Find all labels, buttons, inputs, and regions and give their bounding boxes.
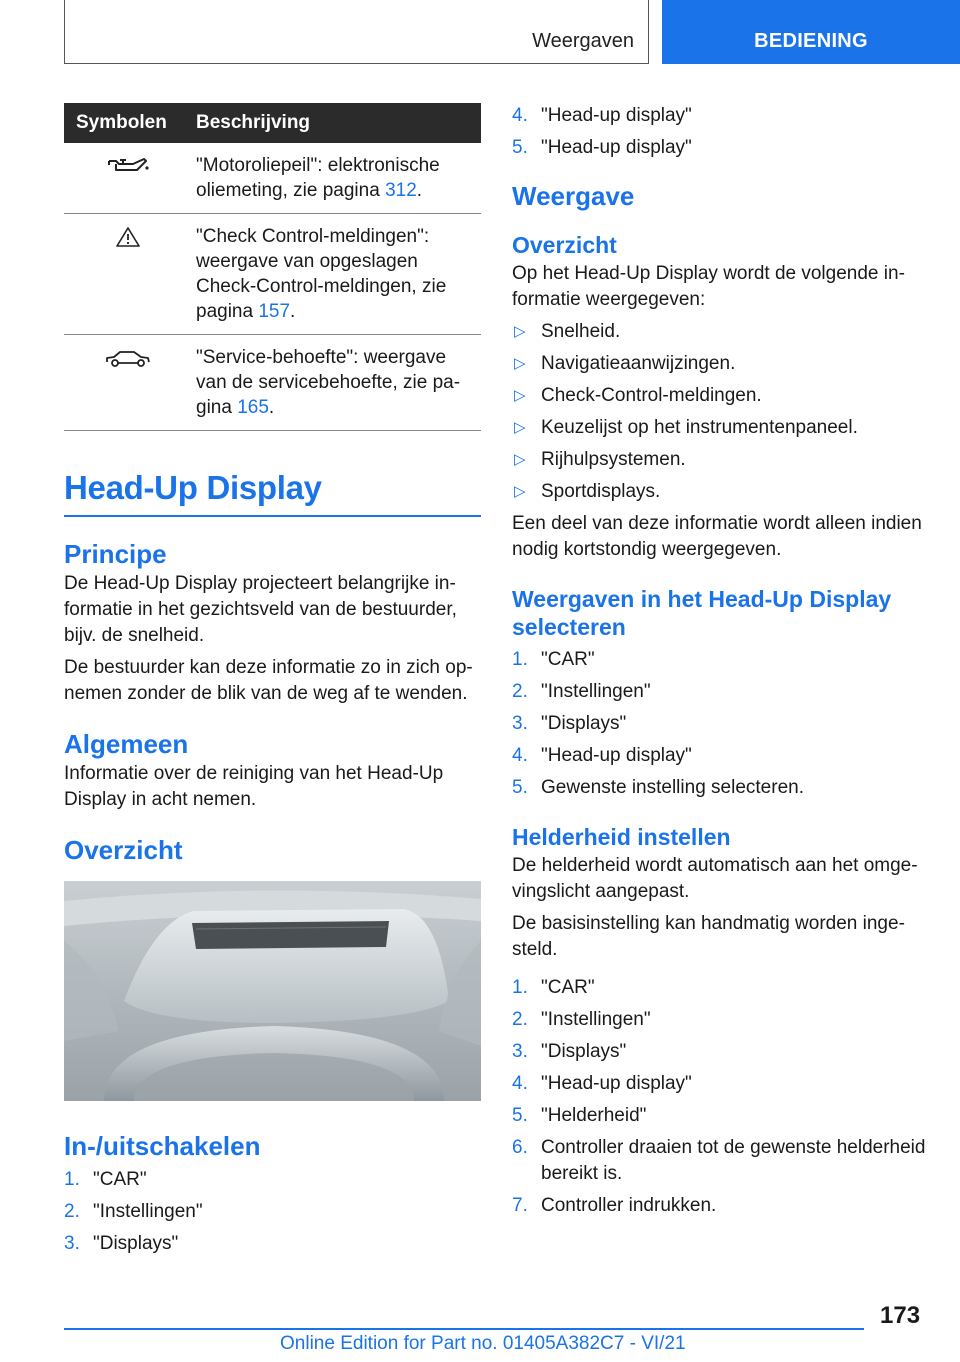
step-number: 5.	[512, 137, 528, 158]
bullet-triangle-icon: ▷	[514, 419, 526, 436]
symbol-table	[64, 103, 481, 431]
list-item	[512, 135, 928, 161]
list-item	[512, 743, 928, 769]
step-number: 2.	[512, 681, 528, 702]
step-text: "CAR"	[93, 1169, 147, 1190]
in-uitschakelen-steps-continued	[512, 103, 928, 161]
page-header	[0, 0, 960, 66]
bullet-triangle-icon: ▷	[514, 451, 526, 468]
oil-can-icon	[106, 155, 150, 177]
description-end: .	[416, 180, 423, 201]
list-item	[64, 1231, 481, 1257]
step-number: 5.	[512, 777, 528, 798]
overzicht-paragraph-2: Een deel van deze informatie wordt alleen indien nodig kortstondig weergegeven.	[512, 513, 922, 560]
dashboard-illustration	[64, 881, 481, 1101]
step-text: "Displays"	[541, 1041, 627, 1062]
step-text: "CAR"	[541, 649, 595, 670]
footer-divider	[64, 1328, 864, 1330]
list-item	[512, 1007, 928, 1033]
bullet-text: Snelheid.	[541, 321, 621, 342]
step-number: 4.	[512, 1073, 528, 1094]
helderheid-steps	[512, 975, 928, 1219]
principe-paragraph-1: De Head-Up Display projecteert belangrijke informatie in het gezichtsveld van de bestuurder, bijv. de snelheid.	[64, 573, 457, 646]
header-chapter-tab[interactable]	[662, 0, 960, 64]
step-text: Gewenste instelling selecteren.	[541, 777, 804, 798]
helderheid-paragraph-1: De helderheid wordt automatisch aan het omgevingslicht aangepast.	[512, 855, 918, 902]
header-section-box	[64, 0, 649, 64]
description-end: .	[268, 397, 275, 418]
list-item	[512, 479, 928, 505]
table-row	[64, 214, 481, 335]
step-text: "Instellingen"	[541, 1009, 651, 1030]
step-number: 4.	[512, 745, 528, 766]
list-item	[512, 975, 928, 1001]
heading-weergave: Weergave	[512, 181, 635, 211]
list-item	[512, 415, 928, 441]
page-link[interactable]: 165	[237, 397, 269, 418]
in-uitschakelen-steps	[64, 1167, 481, 1257]
step-number: 3.	[512, 713, 528, 734]
col-header-symbols: Symbolen	[64, 103, 192, 143]
overzicht-paragraph: Op het Head-Up Display wordt de volgende informatie weergegeven:	[512, 263, 905, 310]
bullet-text: Sportdisplays.	[541, 481, 661, 502]
table-row	[64, 143, 481, 214]
heading-weergaven-selecteren: Weergaven in het Head-Up Display selecteren	[512, 586, 892, 640]
description-cell	[192, 143, 481, 214]
step-text: "Displays"	[93, 1233, 179, 1254]
col-header-description: Beschrijving	[192, 103, 481, 143]
list-item	[512, 1135, 928, 1187]
heading-algemeen: Algemeen	[64, 729, 189, 759]
description-text: "Check Control-meldingen": weergave van opgeslagen Check-Control-meldingen, zie pagina	[196, 226, 447, 322]
car-service-icon	[103, 347, 153, 369]
step-text: "CAR"	[541, 977, 595, 998]
step-number: 2.	[512, 1009, 528, 1030]
step-text: "Head-up display"	[541, 105, 692, 126]
step-number: 1.	[64, 1169, 80, 1190]
bullet-text: Rijhulpsystemen.	[541, 449, 686, 470]
list-item	[64, 1167, 481, 1193]
list-item	[512, 319, 928, 345]
step-text: Controller draaien tot de gewenste helderheid bereikt is.	[541, 1137, 926, 1184]
step-number: 1.	[512, 649, 528, 670]
header-section-title: Weergaven	[532, 30, 634, 52]
display-contents-list	[512, 319, 928, 505]
list-item	[512, 1103, 928, 1129]
heading-in-uitschakelen: In-/uitschakelen	[64, 1131, 261, 1161]
list-item	[512, 1193, 928, 1219]
bullet-triangle-icon: ▷	[514, 323, 526, 340]
heading-overzicht-left: Overzicht	[64, 835, 183, 865]
list-item	[512, 775, 928, 801]
table-row	[64, 335, 481, 431]
step-number: 3.	[64, 1233, 80, 1254]
bullet-text: Check-Control-meldingen.	[541, 385, 762, 406]
description-text: "Motoroliepeil": elektronische oliemeting, zie pagina	[196, 155, 440, 201]
list-item	[512, 711, 928, 737]
step-text: "Instellingen"	[93, 1201, 203, 1222]
list-item	[512, 1071, 928, 1097]
symbol-cell	[64, 335, 192, 431]
warning-triangle-icon	[115, 226, 141, 248]
page-link[interactable]: 157	[258, 301, 291, 322]
head-up-display-photo	[64, 881, 481, 1101]
list-item	[512, 1039, 928, 1065]
step-number: 3.	[512, 1041, 528, 1062]
left-column	[64, 103, 481, 1263]
bullet-triangle-icon: ▷	[514, 483, 526, 500]
heading-principe: Principe	[64, 539, 167, 569]
step-text: Controller indrukken.	[541, 1195, 717, 1216]
right-column	[512, 103, 928, 1225]
description-end: .	[290, 301, 296, 322]
list-item	[512, 679, 928, 705]
symbol-cell	[64, 214, 192, 335]
page-link[interactable]: 312	[385, 180, 417, 201]
symbol-cell	[64, 143, 192, 214]
list-item	[512, 103, 928, 129]
bullet-triangle-icon: ▷	[514, 355, 526, 372]
step-text: "Helderheid"	[541, 1105, 647, 1126]
list-item	[512, 647, 928, 673]
step-text: "Head-up display"	[541, 137, 692, 158]
algemeen-paragraph: Informatie over de reiniging van het Head-Up Display in acht nemen.	[64, 763, 444, 810]
bullet-text: Keuzelijst op het instrumentenpaneel.	[541, 417, 858, 438]
heading-helderheid-instellen: Helderheid instellen	[512, 824, 731, 850]
step-number: 7.	[512, 1195, 528, 1216]
list-item	[512, 351, 928, 377]
select-steps	[512, 647, 928, 801]
principe-paragraph-2: De bestuurder kan deze informatie zo in zich opnemen zonder de blik van de weg af te wenden.	[64, 657, 473, 704]
step-text: "Instellingen"	[541, 681, 651, 702]
list-item	[512, 447, 928, 473]
section-title-head-up-display: Head-Up Display	[64, 469, 481, 517]
step-text: "Displays"	[541, 713, 627, 734]
step-number: 5.	[512, 1105, 528, 1126]
step-number: 1.	[512, 977, 528, 998]
bullet-text: Navigatieaanwijzingen.	[541, 353, 736, 374]
step-text: "Head-up display"	[541, 1073, 692, 1094]
description-cell	[192, 214, 481, 335]
bullet-triangle-icon: ▷	[514, 387, 526, 404]
list-item	[64, 1199, 481, 1225]
symbol-table-header	[64, 103, 481, 143]
description-text: "Service-behoefte": weergave van de servicebehoefte, zie pagina	[196, 347, 461, 418]
helderheid-paragraph-2: De basisinstelling kan handmatig worden ingesteld.	[512, 913, 905, 960]
step-number: 4.	[512, 105, 528, 126]
step-number: 6.	[512, 1137, 528, 1158]
step-text: "Head-up display"	[541, 745, 692, 766]
footer-edition-text: Online Edition for Part no. 01405A382C7 - VI/21	[280, 1333, 686, 1354]
heading-overzicht-right: Overzicht	[512, 232, 617, 258]
page-number: 173	[880, 1302, 921, 1329]
header-chapter-label: BEDIENING	[754, 30, 868, 52]
list-item	[512, 383, 928, 409]
description-cell	[192, 335, 481, 431]
step-number: 2.	[64, 1201, 80, 1222]
